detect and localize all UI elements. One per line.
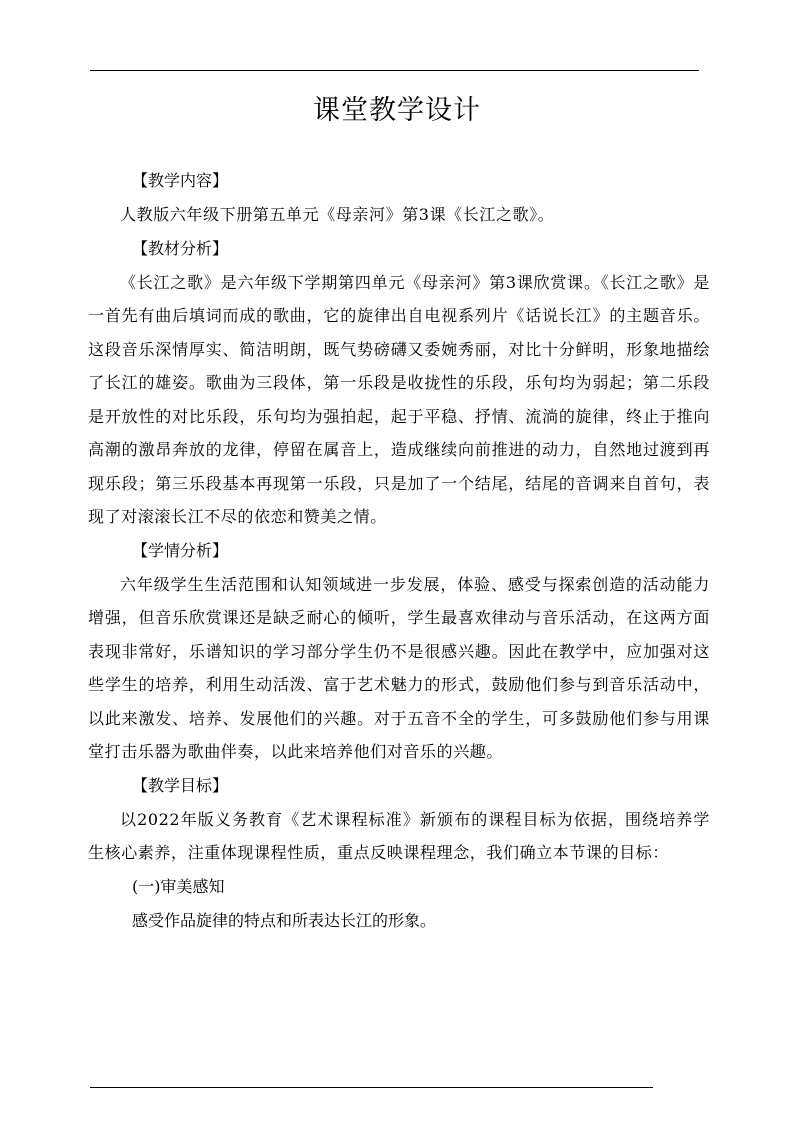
goals-paragraph: 以2022年版义务教育《艺术课程标准》新颁布的课程目标为依据，围绕培养学生核心素养，注重体现课程性质，重点反映课程理念，我们确立本节课的目标：: [88, 809, 710, 862]
goal1-paragraph: 感受作品旋律的特点和所表达长江的形象。: [132, 910, 437, 930]
content-paragraph: 人教版六年级下册第五单元《母亲河》第3课《长江之歌》。: [120, 205, 555, 224]
page-title: 课堂教学设计: [313, 95, 481, 126]
section-heading-students: 【学情分析】: [132, 540, 229, 560]
goal1-heading: (一)审美感知: [132, 876, 225, 896]
section-heading-content: 【教学内容】: [132, 171, 229, 190]
section-heading-goals: 【教学目标】: [132, 775, 229, 795]
section-heading-analysis: 【教材分析】: [132, 238, 229, 258]
students-paragraph: 六年级学生生活范围和认知领域进一步发展，体验、感受与探索创造的活动能力增强，但音乐欣赏课还是缺乏耐心的倾听，学生最喜欢律动与音乐活动，在这两方面表现非常好，乐谱知识的学习部分学生仍不是很感兴趣。因此在教学中，应加强对这些学生的培养，利用生动活泼、富于艺术魅力的形式，鼓励他们参与到音乐活动中，以此来激发、培养、发展他们的兴趣。对于五音不全的学生，可多鼓励他们参与用课堂打击乐器为歌曲伴奏，以此来培养他们对音乐的兴趣。: [88, 574, 710, 761]
header-rule: [90, 70, 699, 71]
footer-rule: [90, 1087, 653, 1088]
analysis-paragraph: 《长江之歌》是六年级下学期第四单元《母亲河》第3课欣赏课。《长江之歌》是一首先有曲后填词而成的歌曲，它的旋律出自电视系列片《话说长江》的主题音乐。这段音乐深情厚实、简洁明朗，既气势磅礴又委婉秀丽，对比十分鲜明，形象地描绘了长江的雄姿。歌曲为三段体，第一乐段是收拢性的乐段，乐句均为弱起；第二乐段是开放性的对比乐段，乐句均为强拍起，起于平稳、抒情、流淌的旋律，终止于推向高潮的激昂奔放的龙律，停留在属音上，造成继续向前推进的动力，自然地过渡到再现乐段；第三乐段基本再现第一乐段，只是加了一个结尾，结尾的音调来自首句，表现了对滚滚长江不尽的依恋和赞美之情。: [88, 272, 710, 526]
document-body: [88, 164, 710, 938]
